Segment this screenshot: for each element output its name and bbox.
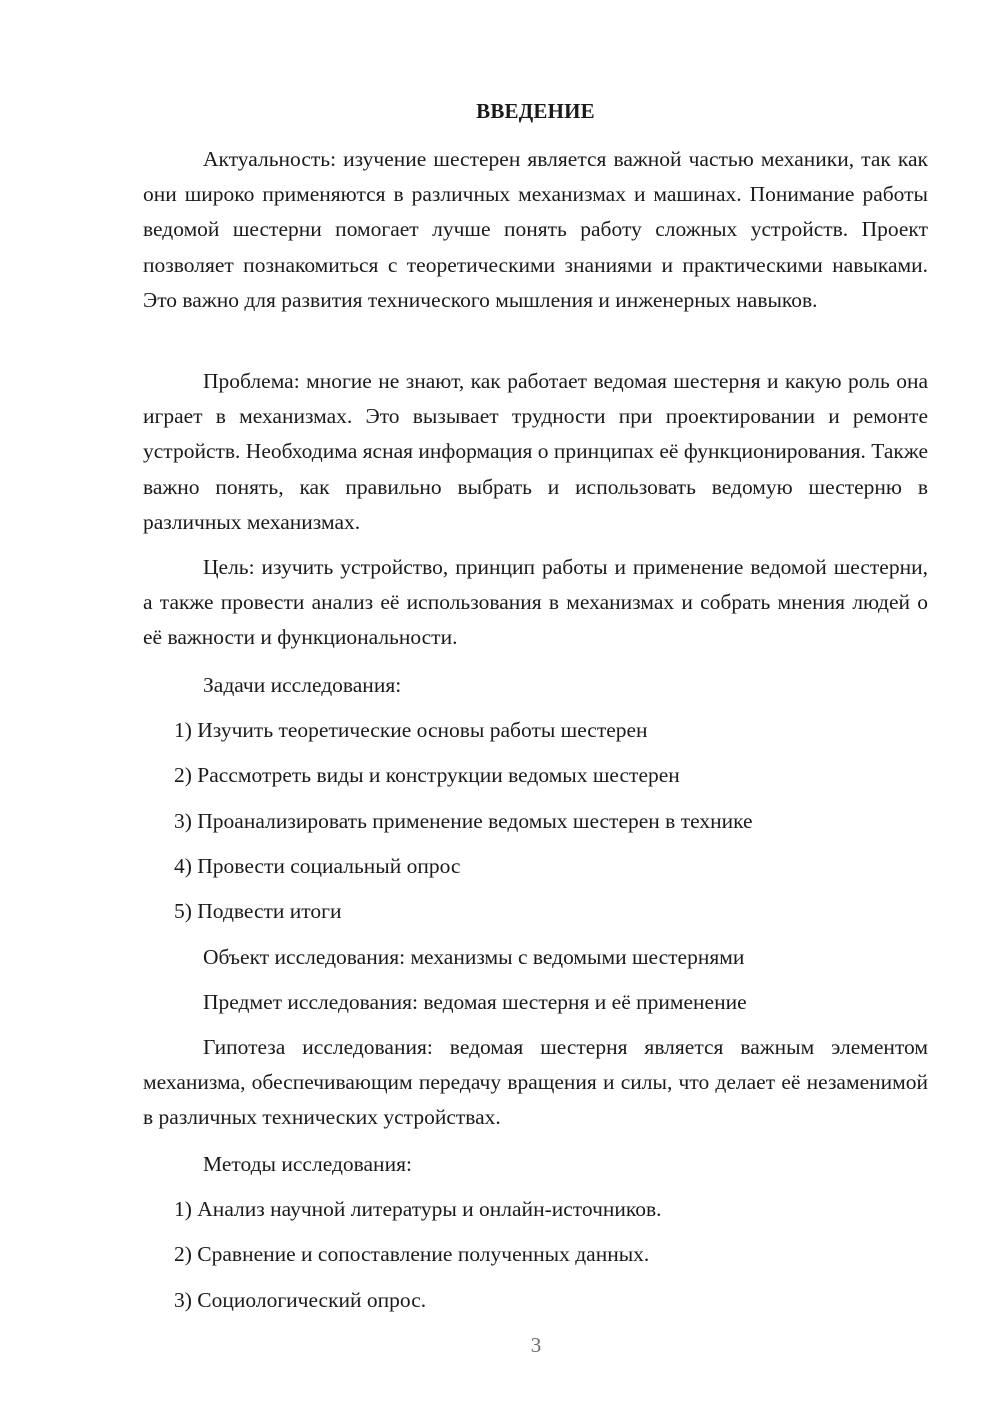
methods-title: Методы исследования:: [203, 1152, 412, 1176]
relevance-paragraph: Актуальность: изучение шестерен является важной частью механики, так как они широко применяются в различных механизмах и машинах. Понимание работы ведомой шестерни помогает лучше понять работу сложных устройств. Проект позволяет познакомиться с теоретическими знаниями и практическими навыками. Это важно для развития технического мышления и инженерных навыков.: [143, 147, 928, 312]
research-object: Объект исследования: механизмы с ведомыми шестернями: [203, 945, 745, 969]
method-item: 2) Сравнение и сопоставление полученных данных.: [174, 1242, 650, 1266]
task-item: 2) Рассмотреть виды и конструкции ведомых шестерен: [174, 763, 680, 787]
problem-paragraph: Проблема: многие не знают, как работает ведомая шестерня и какую роль она играет в механизмах. Это вызывает трудности при проектировании и ремонте устройств. Необходима ясная информация о принципах её функционирования. Также важно понять, как правильно выбрать и использовать ведомую шестерню в различных механизмах.: [143, 369, 928, 534]
research-subject: Предмет исследования: ведомая шестерня и её применение: [203, 990, 747, 1014]
section-heading: ВВЕДЕНИЕ: [476, 99, 595, 123]
method-item: 3) Социологический опрос.: [174, 1288, 427, 1312]
goal-paragraph: Цель: изучить устройство, принцип работы и применение ведомой шестерни, а также провести анализ её использования в механизмах и собрать мнения людей о её важности и функциональности.: [143, 555, 928, 650]
tasks-title: Задачи исследования:: [203, 673, 402, 697]
task-item: 3) Проанализировать применение ведомых шестерен в технике: [174, 809, 753, 833]
task-item: 4) Провести социальный опрос: [174, 854, 461, 878]
page-number: 3: [530, 1333, 542, 1357]
task-item: 1) Изучить теоретические основы работы шестерен: [174, 718, 648, 742]
hypothesis-paragraph: Гипотеза исследования: ведомая шестерня является важным элементом механизма, обеспечивающим передачу вращения и силы, что делает её незаменимой в различных технических устройствах.: [143, 1035, 928, 1130]
method-item: 1) Анализ научной литературы и онлайн-источников.: [174, 1197, 662, 1221]
task-item: 5) Подвести итоги: [174, 899, 342, 923]
